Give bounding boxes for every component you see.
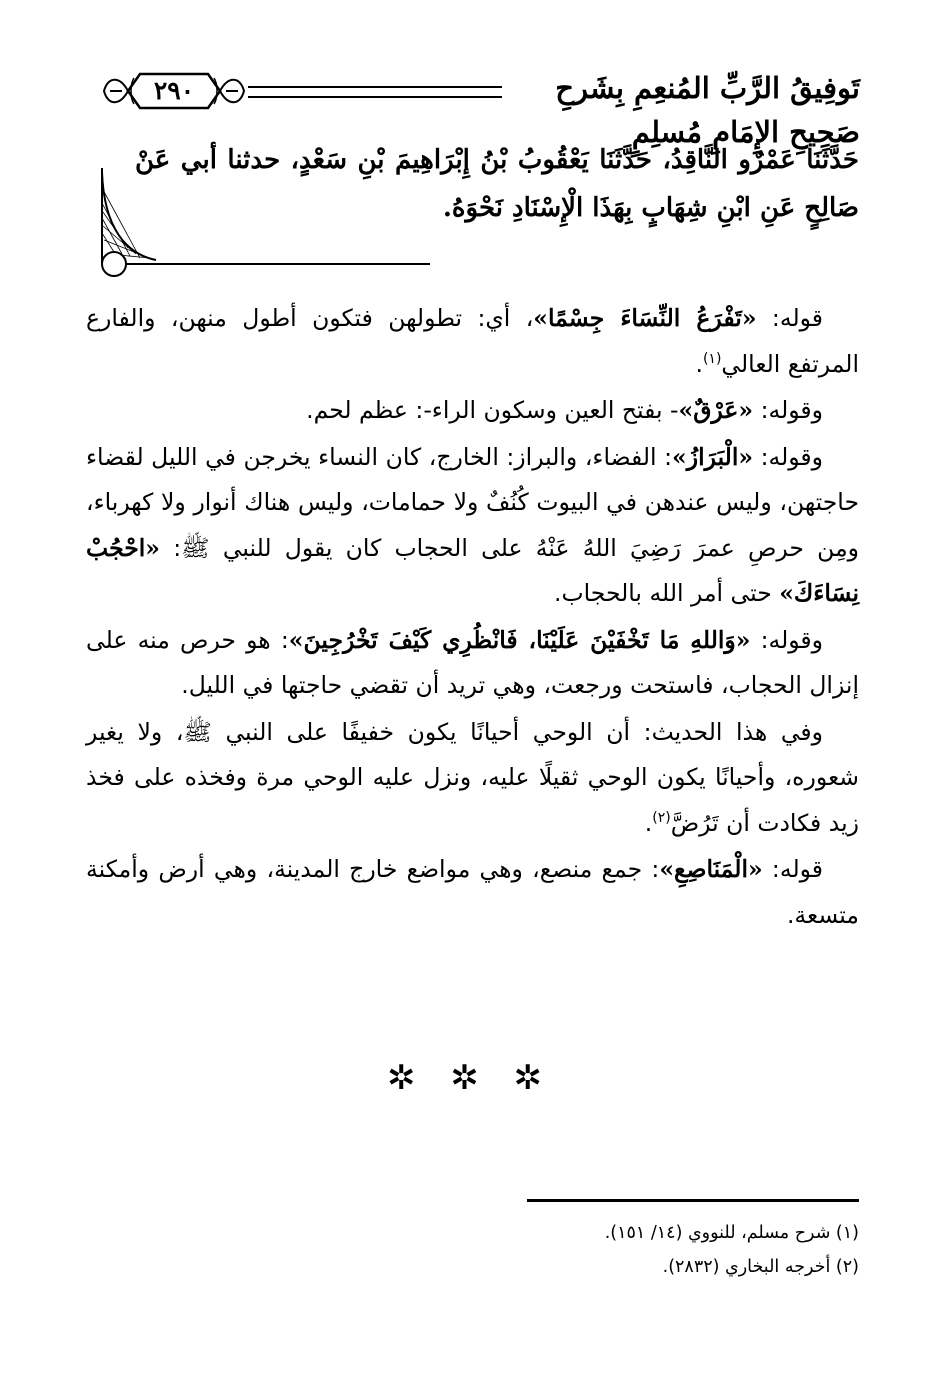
quoted-term: «عَرْقٌ»	[678, 396, 754, 424]
commentary-body	[86, 296, 859, 939]
footnotes	[200, 1216, 859, 1284]
running-header	[100, 56, 860, 149]
book-title: تَوفِيقُ الرَّبِّ المُنعِمِ بِشَرحِ صَحِيحِ الإِمَامِ مُسلِمٍ	[555, 71, 860, 149]
page-number: ٢٩٠	[153, 76, 195, 105]
paragraph-5: وفي هذا الحديث: أن الوحي أحيانًا يكون خفيفًا على النبي ﷺ، ولا يغير شعوره، وأحيانًا يكون الوحي ثقيلًا عليه، ونزل عليه الوحي مرة وفخذه على فخذ زيد فكادت أن تَرُضَّ$^{(٢)}$.	[86, 717, 859, 837]
quoted-term: «الْبَرَازُ»	[672, 442, 754, 471]
paragraph-6: قوله: «الْمَنَاصِعِ»: جمع منصع، وهي مواضع خارج المدينة، وهي أرض وأمكنة متسعة.	[86, 855, 859, 929]
quoted-hadith: «وَاللهِ مَا تَخْفَيْنَ عَلَيْنَا، فَانْظُرِي كَيْفَ تَخْرُجِينَ»	[288, 625, 751, 654]
footnote-1: (١) شرح مسلم، للنووي (١٤/ ١٥١).	[604, 1223, 859, 1243]
header-double-rule	[248, 86, 502, 98]
quoted-term: «الْمَنَاصِعِ»	[659, 855, 763, 883]
corner-ornament-icon	[100, 168, 430, 280]
quoted-hadith: «احْجُبْ نِسَاءَكَ»	[86, 533, 859, 607]
hadith-isnad: حَدَّثَنَا عَمْرٌو النَّاقِدُ، حَدَّثَنَا يَعْقُوبُ بْنُ إِبْرَاهِيمَ بْنِ سَعْدٍ، حدثنا أبي عَنْ صَالِحٍ عَنِ ابْنِ شِهَابٍ بِهَذَا الْإِسْنَادِ نَحْوَهُ.	[135, 145, 859, 223]
paragraph-1: قوله: «تَفْرَعُ النِّسَاءَ جِسْمًا»، أي: تطولهن فتكون أطول منهن، والفارع المرتفع العالي$^{(١)}$.	[86, 304, 859, 378]
footnote-2: (٢) أخرجه البخاري (٢٨٣٢).	[662, 1257, 859, 1277]
footnote-rule	[527, 1199, 859, 1202]
quoted-term: «تَفْرَعُ النِّسَاءَ جِسْمًا»	[533, 304, 757, 332]
footnote-ref[interactable]: (٢)	[652, 809, 671, 826]
footnote-ref[interactable]: (١)	[702, 350, 722, 367]
paragraph-2: وقوله: «عَرْقٌ»- بفتح العين وسكون الراء-: عظم لحم.	[306, 396, 823, 424]
paragraph-3: وقوله: «الْبَرَازُ»: الفضاء، والبراز: الخارج، كان النساء يخرجن في الليل لقضاء حاجتهن، وليس عندهن في البيوت كُنُفٌ ولا حمامات، وليس هناك أنوار ولا كهرباء، ومِن حرصِ عمرَ رَضِيَ اللهُ عَنْهُ على الحجاب كان يقول للنبي ﷺ: «احْجُبْ نِسَاءَكَ» حتى أمر الله بالحجاب.	[86, 442, 859, 607]
paragraph-4: وقوله: «وَاللهِ مَا تَخْفَيْنَ عَلَيْنَا، فَانْظُرِي كَيْفَ تَخْرُجِينَ»: هو حرص منه على إنزال الحجاب، فاستحت ورجعت، وهي تريد أن تقضي حاجتها في الليل.	[86, 625, 859, 699]
section-separator: ✲ ✲ ✲	[386, 1058, 555, 1098]
